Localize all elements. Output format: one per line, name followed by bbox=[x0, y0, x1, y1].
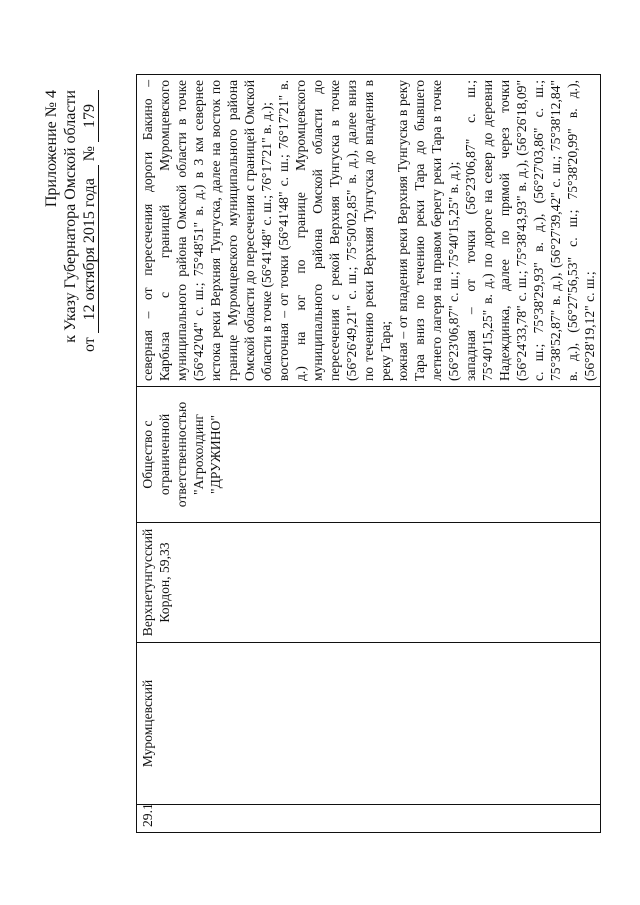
district-name: Муромцевский bbox=[137, 643, 601, 805]
site-name: Верхнетунгусский Кордон, 59,33 bbox=[137, 523, 601, 643]
boundary-east: восточная – от точки (56°41'48" с. ш.; 76°17'21" в. д.) на юг по границе Муромцевского муниципального района Омской области до пересечения с рекой Верхняя Тунгуска в точке (56°26'49,21" с. ш.; 75°50'02,85" в. д.), далее вниз по течению реки Верхняя Тунгуска до впадения в реку Тара; bbox=[276, 80, 393, 381]
number-sign: № bbox=[81, 146, 98, 162]
date-prefix: от bbox=[81, 337, 98, 353]
decree-date: 12 октября 2015 года bbox=[81, 165, 99, 333]
decree-number: 179 bbox=[81, 90, 99, 142]
boundary-north: северная – от пересечения дороги Бакино – Карбыза с границей Муромцевского муниципального района Омской области в точке (56°42'04" с. ш.; 75°48'51" в. д.) в 3 км севернее истока реки Верхняя Тунгуска, далее на восток по границе Муромцевского муниципального района Омской области до пересечения с границей Омской области в точке (56°41'48" с. ш.; 76°17'21" в. д.); bbox=[140, 80, 274, 381]
hunting-grounds-table bbox=[136, 74, 601, 833]
table-row bbox=[137, 75, 601, 833]
decree-reference: к Указу Губернатора Омской области bbox=[62, 90, 79, 343]
appendix-header bbox=[42, 90, 99, 430]
decree-date-line bbox=[80, 90, 99, 430]
boundary-west: западная – от точки (56°23'06,87" с. ш.; 75°40'15,25" в. д.) по дороге на север до деревни Надеждинка, далее по прямой через точки (56°24'33,78" с. ш.; 75°38'43,93" в. д.), (56°26'18,09" с. ш.; 75°38'29,93" в. д.), (56°27'03,86" с. ш.; 75°38'52,87" в. д.), (56°27'39,42" с. ш.; 75°38'12,84" в. д.), (56°27'56,53" с. ш.; 75°38'20,99" в. д.), (56°28'19,12" с. ш.; bbox=[463, 80, 597, 381]
appendix-title: Приложение № 4 bbox=[43, 90, 60, 208]
organization-name: Общество с ограниченной ответственностью "Агрохолдинг "ДРУЖИНО" bbox=[137, 387, 601, 523]
row-number: 29.1 bbox=[137, 805, 601, 833]
boundary-south: южная – от впадения реки Верхняя Тунгуска в реку Тара вниз по течению реки Тара до бывшего летнего лагеря на правом берегу реки Тара в точке (56°23'06,87" с. ш.; 75°40'15,25" в. д.); bbox=[395, 80, 461, 381]
boundary-description bbox=[137, 75, 601, 387]
